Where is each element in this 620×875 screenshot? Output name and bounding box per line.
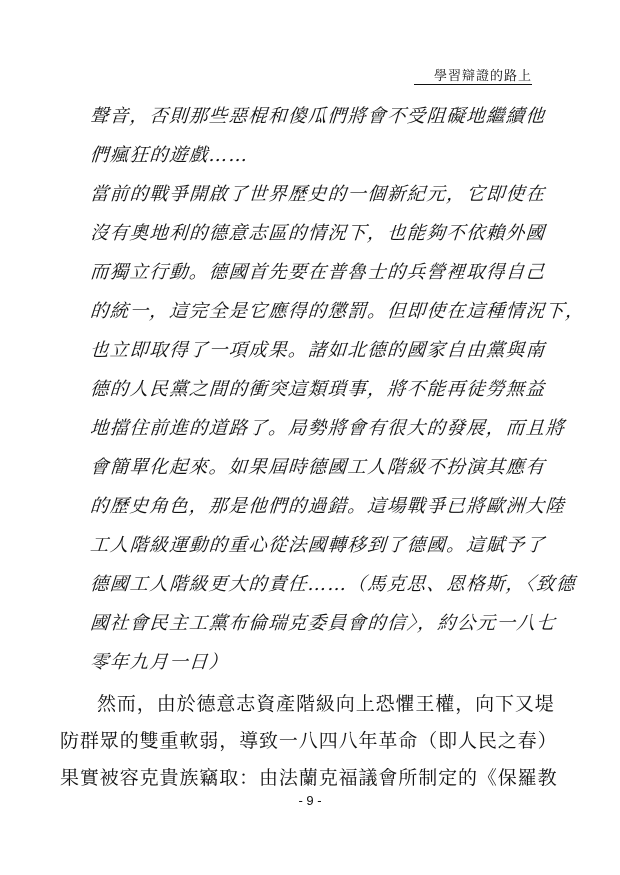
quote-line: 地擋住前進的道路了。局勢將會有很大的發展，而且將	[89, 418, 566, 439]
quote-line: 而獨立行動。德國首先要在普魯士的兵營裡取得自己	[89, 262, 547, 283]
quote-line: 國社會民主工黨布倫瑞克委員會的信〉，約公元一八七	[89, 613, 557, 634]
quote-line: 當前的戰爭開啟了世界歷史的一個新紀元，它即使在	[89, 184, 547, 205]
quote-line: 的歷史角色，那是他們的過錯。這場戰爭已將歐洲大陸	[89, 496, 566, 517]
quote-line: 也立即取得了一項成果。諸如北德的國家自由黨與南	[89, 340, 547, 361]
body-paragraph	[60, 686, 558, 797]
body-line: 然而，由於德意志資產階級向上恐懼王權，向下又堤	[97, 693, 555, 715]
body-line: 果實被容克貴族竊取：由法蘭克福議會所制定的《保羅教	[60, 767, 558, 789]
quote-line: 德國工人階級更大的責任……（馬克思、恩格斯，〈致德	[89, 574, 577, 595]
running-header-title: 學習辯證的路上	[433, 69, 532, 84]
page-number: - 9 -	[298, 793, 322, 808]
quote-line: 的統一，這完全是它應得的懲罰。但即使在這種情況下，	[89, 301, 586, 322]
quote-line: 聲音，否則那些惡棍和傻瓜們將會不受阻礙地繼續他	[89, 106, 547, 127]
quote-line: 工人階級運動的重心從法國轉移到了德國。這賦予了	[89, 535, 547, 556]
quote-block	[89, 97, 586, 682]
header-rule	[414, 84, 532, 85]
quote-line: 們瘋狂的遊戲……	[89, 145, 250, 166]
quote-line: 沒有奧地利的德意志區的情況下，也能夠不依賴外國	[89, 223, 547, 244]
quote-line: 德的人民黨之間的衝突這類瑣事，將不能再徒勞無益	[89, 379, 547, 400]
quote-line: 會簡單化起來。如果屆時德國工人階級不扮演其應有	[89, 457, 547, 478]
quote-line: 零年九月一日）	[89, 652, 230, 673]
body-line: 防群眾的雙重軟弱，導致一八四八年革命（即人民之春）	[60, 730, 558, 752]
